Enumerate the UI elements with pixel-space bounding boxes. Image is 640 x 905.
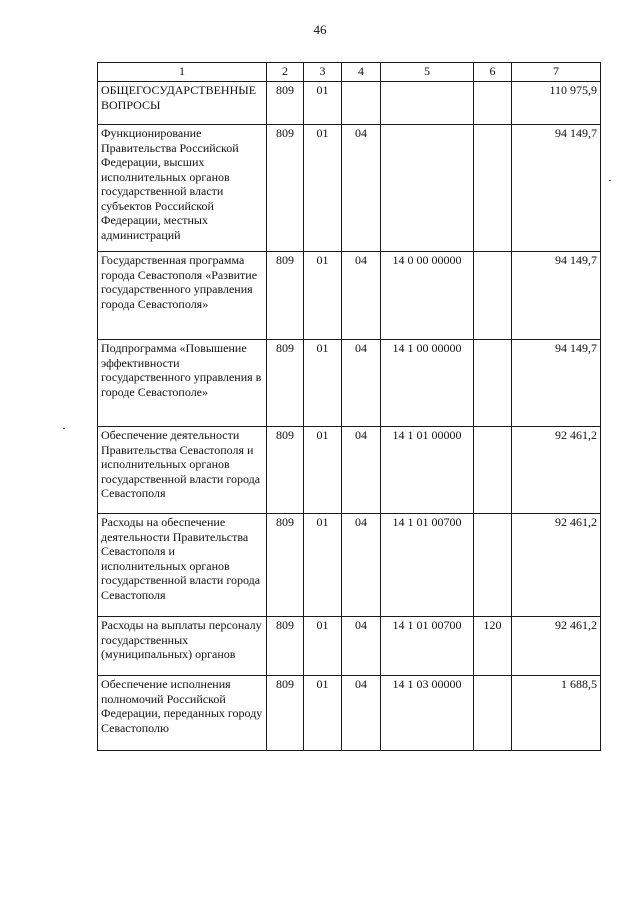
scan-speck: [609, 180, 611, 181]
row-name: Расходы на выплаты персоналу государственных (муниципальных) органов: [98, 617, 267, 676]
row-name: Государственная программа города Севастополя «Развитие государственного управления города Севастополя»: [98, 252, 267, 340]
page-number: 46: [313, 22, 327, 37]
row-name: Расходы на обеспечение деятельности Правительства Севастополя и исполнительных органов государственной власти города Севастополя: [98, 514, 267, 617]
row-col-5: 14 1 01 00700: [381, 617, 474, 676]
row-col-3: 01: [304, 676, 342, 751]
header-col-6: 6: [474, 63, 512, 82]
row-col-7: 110 975,9: [512, 82, 601, 125]
row-col-7: 92 461,2: [512, 617, 601, 676]
row-col-4: 04: [342, 340, 381, 427]
row-name: Функционирование Правительства Российской Федерации, высших исполнительных органов государственной власти субъектов Российской Федерации, местных администраций: [98, 125, 267, 252]
row-name: Обеспечение деятельности Правительства Севастополя и исполнительных органов государственной власти города Севастополя: [98, 427, 267, 514]
row-name: Подпрограмма «Повышение эффективности государственного управления в городе Севастополе»: [98, 340, 267, 427]
header-col-4: 4: [342, 63, 381, 82]
row-col-7: 92 461,2: [512, 427, 601, 514]
header-col-1: 1: [98, 63, 267, 82]
header-row: [98, 63, 601, 82]
header-col-7: 7: [512, 63, 601, 82]
scan-speck: [63, 428, 65, 429]
row-col-5: [381, 82, 474, 125]
table-row: [98, 514, 601, 617]
row-col-7: 1 688,5: [512, 676, 601, 751]
row-col-3: 01: [304, 82, 342, 125]
row-col-6: [474, 340, 512, 427]
row-col-6: [474, 82, 512, 125]
header-col-5: 5: [381, 63, 474, 82]
row-col-2: 809: [267, 676, 304, 751]
header-col-2: 2: [267, 63, 304, 82]
row-col-3: 01: [304, 252, 342, 340]
budget-table: [97, 62, 601, 751]
row-name: ОБЩЕГОСУДАРСТВЕННЫЕ ВОПРОСЫ: [98, 82, 267, 125]
row-col-5: 14 1 01 00700: [381, 514, 474, 617]
row-col-4: 04: [342, 514, 381, 617]
row-col-4: 04: [342, 252, 381, 340]
row-col-5: 14 1 01 00000: [381, 427, 474, 514]
row-col-4: 04: [342, 125, 381, 252]
row-col-7: 94 149,7: [512, 125, 601, 252]
row-col-6: 120: [474, 617, 512, 676]
row-col-2: 809: [267, 427, 304, 514]
row-col-6: [474, 514, 512, 617]
row-col-3: 01: [304, 617, 342, 676]
row-col-2: 809: [267, 617, 304, 676]
table-row: [98, 82, 601, 125]
table-row: [98, 617, 601, 676]
table-row: [98, 427, 601, 514]
row-col-7: 94 149,7: [512, 340, 601, 427]
row-col-2: 809: [267, 125, 304, 252]
row-col-4: 04: [342, 676, 381, 751]
row-col-6: [474, 676, 512, 751]
row-name: Обеспечение исполнения полномочий Российской Федерации, переданных городу Севастополю: [98, 676, 267, 751]
row-col-6: [474, 252, 512, 340]
row-col-5: 14 1 00 00000: [381, 340, 474, 427]
table-row: [98, 340, 601, 427]
row-col-2: 809: [267, 82, 304, 125]
row-col-5: 14 1 03 00000: [381, 676, 474, 751]
table-row: [98, 676, 601, 751]
header-col-3: 3: [304, 63, 342, 82]
table-row: [98, 252, 601, 340]
row-col-4: 04: [342, 617, 381, 676]
row-col-6: [474, 125, 512, 252]
row-col-3: 01: [304, 340, 342, 427]
row-col-3: 01: [304, 427, 342, 514]
row-col-7: 94 149,7: [512, 252, 601, 340]
row-col-4: 04: [342, 427, 381, 514]
row-col-7: 92 461,2: [512, 514, 601, 617]
row-col-3: 01: [304, 125, 342, 252]
row-col-6: [474, 427, 512, 514]
row-col-2: 809: [267, 514, 304, 617]
table-row: [98, 125, 601, 252]
row-col-2: 809: [267, 252, 304, 340]
row-col-5: 14 0 00 00000: [381, 252, 474, 340]
row-col-4: [342, 82, 381, 125]
row-col-2: 809: [267, 340, 304, 427]
row-col-5: [381, 125, 474, 252]
row-col-3: 01: [304, 514, 342, 617]
